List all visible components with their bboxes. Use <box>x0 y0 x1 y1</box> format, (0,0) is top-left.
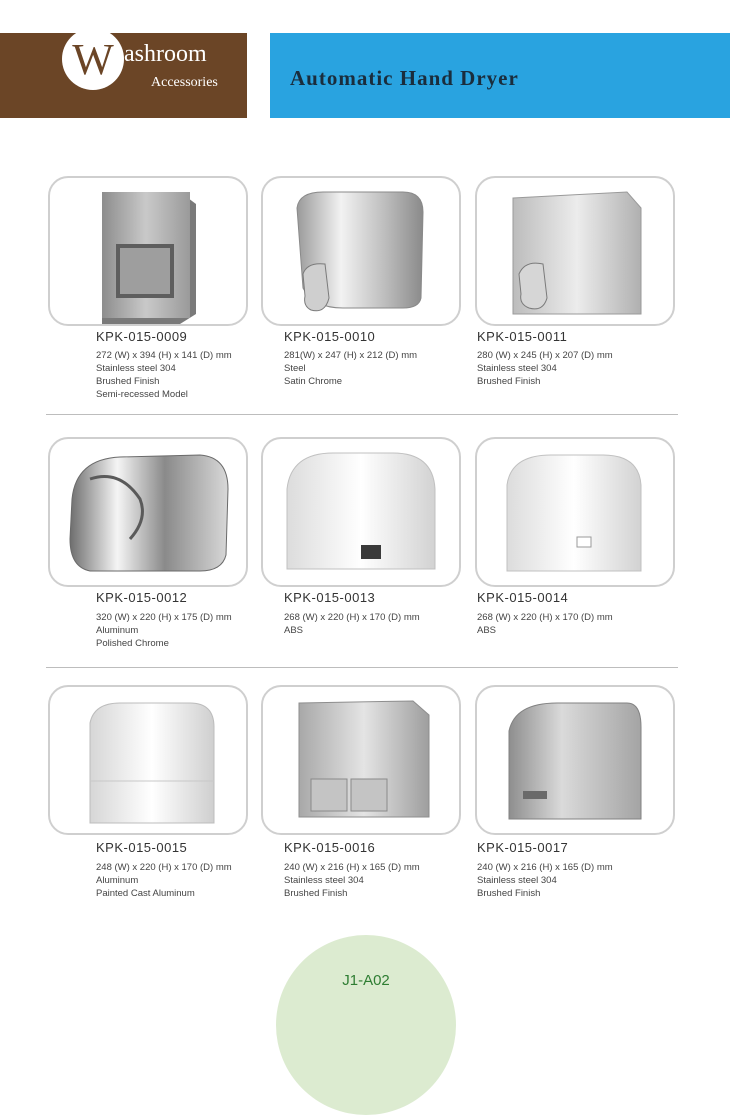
brushed-steel-dryer-illustration <box>477 178 673 324</box>
page-title: Automatic Hand Dryer <box>290 66 519 90</box>
brand-initial: W <box>72 35 114 84</box>
product-specs: 268 (W) x 220 (H) x 170 (D) mm ABS <box>284 612 420 636</box>
product-specs: 268 (W) x 220 (H) x 170 (D) mm ABS <box>477 612 613 636</box>
product-image-0012 <box>48 437 248 587</box>
semi-recessed-dryer-illustration <box>50 178 246 324</box>
product-specs: 280 (W) x 245 (H) x 207 (D) mm Stainless steel 304 Brushed Finish <box>477 350 613 387</box>
rounded-steel-dryer-illustration <box>477 687 673 833</box>
product-image-0014 <box>475 437 675 587</box>
product-image-0017 <box>475 685 675 835</box>
product-specs: 320 (W) x 220 (H) x 175 (D) mm Aluminum Polished Chrome <box>96 612 232 649</box>
product-code: KPK-015-0009 <box>96 329 188 344</box>
page-number: J1-A02 <box>342 972 390 989</box>
product-image-0010 <box>261 176 461 326</box>
row-divider <box>46 414 678 415</box>
product-specs: 281(W) x 247 (H) x 212 (D) mm Steel Satin Chrome <box>284 350 418 387</box>
product-code: KPK-015-0017 <box>477 840 569 855</box>
product-code: KPK-015-0015 <box>96 840 188 855</box>
white-abs-dryer-illustration <box>477 439 673 585</box>
satin-chrome-dryer-illustration <box>263 178 459 324</box>
product-image-0015 <box>48 685 248 835</box>
product-code: KPK-015-0014 <box>477 590 569 605</box>
product-image-0013 <box>261 437 461 587</box>
product-specs: 240 (W) x 216 (H) x 165 (D) mm Stainless steel 304 Brushed Finish <box>284 862 420 899</box>
row-divider <box>46 667 678 668</box>
polished-chrome-dryer-illustration <box>50 439 246 585</box>
brand-subtitle: Accessories <box>151 75 218 90</box>
white-abs-dryer-illustration <box>263 439 459 585</box>
product-image-0009 <box>48 176 248 326</box>
product-code: KPK-015-0016 <box>284 840 376 855</box>
product-image-0011 <box>475 176 675 326</box>
product-specs: 248 (W) x 220 (H) x 170 (D) mm Aluminum Painted Cast Aluminum <box>96 862 232 899</box>
product-code: KPK-015-0012 <box>96 590 188 605</box>
product-specs: 240 (W) x 216 (H) x 165 (D) mm Stainless steel 304 Brushed Finish <box>477 862 613 899</box>
page-number-badge <box>276 935 456 1115</box>
product-code: KPK-015-0010 <box>284 329 376 344</box>
product-image-0016 <box>261 685 461 835</box>
painted-aluminum-dryer-illustration <box>50 687 246 833</box>
product-code: KPK-015-0013 <box>284 590 376 605</box>
product-code: KPK-015-0011 <box>477 329 568 344</box>
brand-name: ashroom <box>124 41 207 67</box>
product-specs: 272 (W) x 394 (H) x 141 (D) mm Stainless steel 304 Brushed Finish Semi-recessed Model <box>96 350 232 400</box>
square-steel-dryer-illustration <box>263 687 459 833</box>
